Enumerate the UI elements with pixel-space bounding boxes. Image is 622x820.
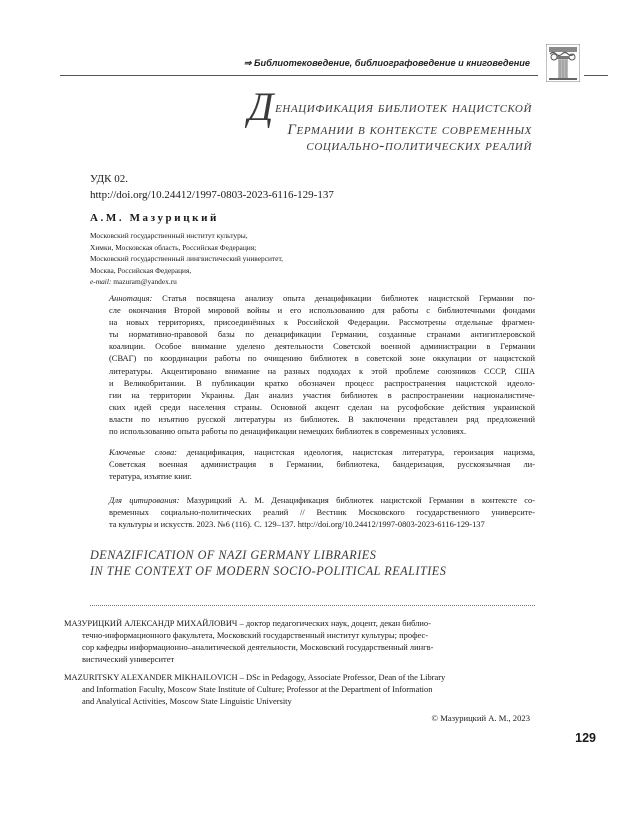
author-bio-english	[64, 671, 590, 707]
annotation-line: (СВАГ) по координации работы по очищению библиотек в советской зоне оккупации от нацистской	[109, 353, 535, 364]
bio-line: вистический университет	[82, 654, 175, 665]
annotation-line: сле окончания Второй мировой войны и его использованию для работы с библиотечными фондами	[109, 305, 535, 316]
annotation-line: ских идей среди населения страны. Основной акцент сделан на русофобские действия украинской	[109, 401, 535, 412]
author-bio-russian	[64, 617, 590, 665]
keywords-line: Советская военная администрация в Германии, библиотека, бандеризация, русскоязычная ли-	[109, 459, 535, 470]
bio-line: and Information Faculty, Moscow State Institute of Culture; Professor at the Department of Information	[82, 684, 433, 695]
title-line-3: социально-политических реалий	[306, 138, 532, 154]
annotation-line: власти по изъятию русской литературы из библиотек. В заключении представлен ряд предложений	[109, 413, 535, 424]
affiliation-line: Химки, Московская область, Российская Федерация;	[90, 242, 257, 252]
annotation-label: Аннотация:	[109, 293, 153, 303]
citation-line: та культуры и искусств. 2023. №6 (116). С. 129–137. http://doi.org/10.24412/1997-0803-2023-6116-129-137	[109, 519, 485, 530]
bio-line: сор кафедры информационно–аналитической деятельности, Московский государственный лингв-	[82, 642, 434, 653]
copyright-notice: © Мазурицкий А. М., 2023	[431, 713, 530, 723]
journal-section-rubric: ⇒ Библиотековедение, библиографоведение и книговедение	[243, 58, 530, 68]
annotation-line: и Великобритании. В публикации кратко обозначен процесс распространения нацистской идеоло-	[109, 377, 535, 388]
annotation-line: гии на территории Украины. Дан анализ участия библиотек в распространении националистиче-	[109, 389, 535, 400]
title-line-2: Германии в контексте современных	[287, 122, 532, 138]
affiliation-line: Московский государственный институт культуры,	[90, 231, 248, 240]
keywords-line: Ключевые слова: денацификация, нацистская идеология, нацистская литература, героизация нацизма,	[109, 447, 535, 457]
title-dropcap: Д	[248, 84, 275, 129]
annotation-line: по использованию опыта работы по денацификации немецких библиотек в современных условиях.	[109, 426, 467, 437]
bio-line: MAZURITSKY ALEXANDER MIKHAILOVICH – DSc in Pedagogy, Associate Professor, Dean of the Library	[64, 672, 446, 682]
annotation-line: на новых территориях, присоединённых к Российской Федерации. Рассмотрены отдельные фрагмен-	[109, 317, 535, 328]
annotation-line: Аннотация: Статья посвящена анализу опыта денацификации библиотек нацистской Германии по-	[109, 293, 536, 303]
doi-link[interactable]: http://doi.org/10.24412/1997-0803-2023-6116-129-137	[90, 189, 334, 201]
bio-line: течно-информационного факультета, Московский государственный институт культуры; профес-	[82, 630, 429, 641]
email-line	[90, 276, 283, 288]
annotation-paragraph	[109, 292, 535, 437]
citation-line: Для цитирования: Мазурицкий А. М. Денацификация библиотек нацистской Германии в контексте со-	[109, 495, 535, 505]
english-title	[90, 547, 446, 579]
dotted-separator	[90, 605, 535, 606]
title-line-1: Денацификация библиотек нацистской	[248, 84, 532, 129]
article-title	[112, 84, 532, 154]
email-address[interactable]: mazuram@yandex.ru	[113, 277, 177, 287]
annotation-line: литературы. Акцентировано внимание на разных подходах к этой проблеме союзников СССР, США	[109, 365, 535, 376]
keywords-label: Ключевые слова:	[109, 447, 177, 457]
email-label: e-mail:	[90, 277, 112, 287]
english-title-line-2: IN THE CONTEXT OF MODERN SOCIO-POLITICAL REALITIES	[90, 564, 447, 578]
udc-code: УДК 02.	[90, 173, 129, 185]
keywords-line: тература, изъятие книг.	[109, 471, 192, 482]
author-affiliations	[90, 230, 283, 288]
header-rule	[60, 75, 538, 76]
bio-line: and Analytical Activities, Moscow State Linguistic University	[82, 696, 292, 707]
page-number: 129	[575, 731, 596, 745]
bio-line: МАЗУРИЦКИЙ АЛЕКСАНДР МИХАЙЛОВИЧ – доктор педагогических наук, доцент, декан библио-	[64, 618, 431, 628]
annotation-line: коалиции. Особое внимание уделено деятельности Советской военной администрации в Германии	[109, 341, 535, 352]
affiliation-line: Москва, Российская Федерация,	[90, 265, 192, 275]
author-name: А.М. Мазурицкий	[90, 212, 219, 224]
header-rule-right	[584, 75, 608, 76]
citation-line: временных социально-политических реалий // Вестник Московского государственного университе-	[109, 507, 535, 518]
affiliation-line: Московский государственный лингвистический университет,	[90, 254, 283, 264]
annotation-line: ты нормативно-правовой базы по денацификации Германии, созданные странами антигитлеровской	[109, 329, 535, 340]
citation-paragraph	[109, 494, 535, 530]
keywords-paragraph	[109, 446, 535, 482]
classical-column-logo-icon	[546, 44, 580, 82]
english-title-line-1: DENAZIFICATION OF NAZI GERMANY LIBRARIES	[90, 548, 377, 562]
citation-label: Для цитирования:	[109, 495, 180, 505]
